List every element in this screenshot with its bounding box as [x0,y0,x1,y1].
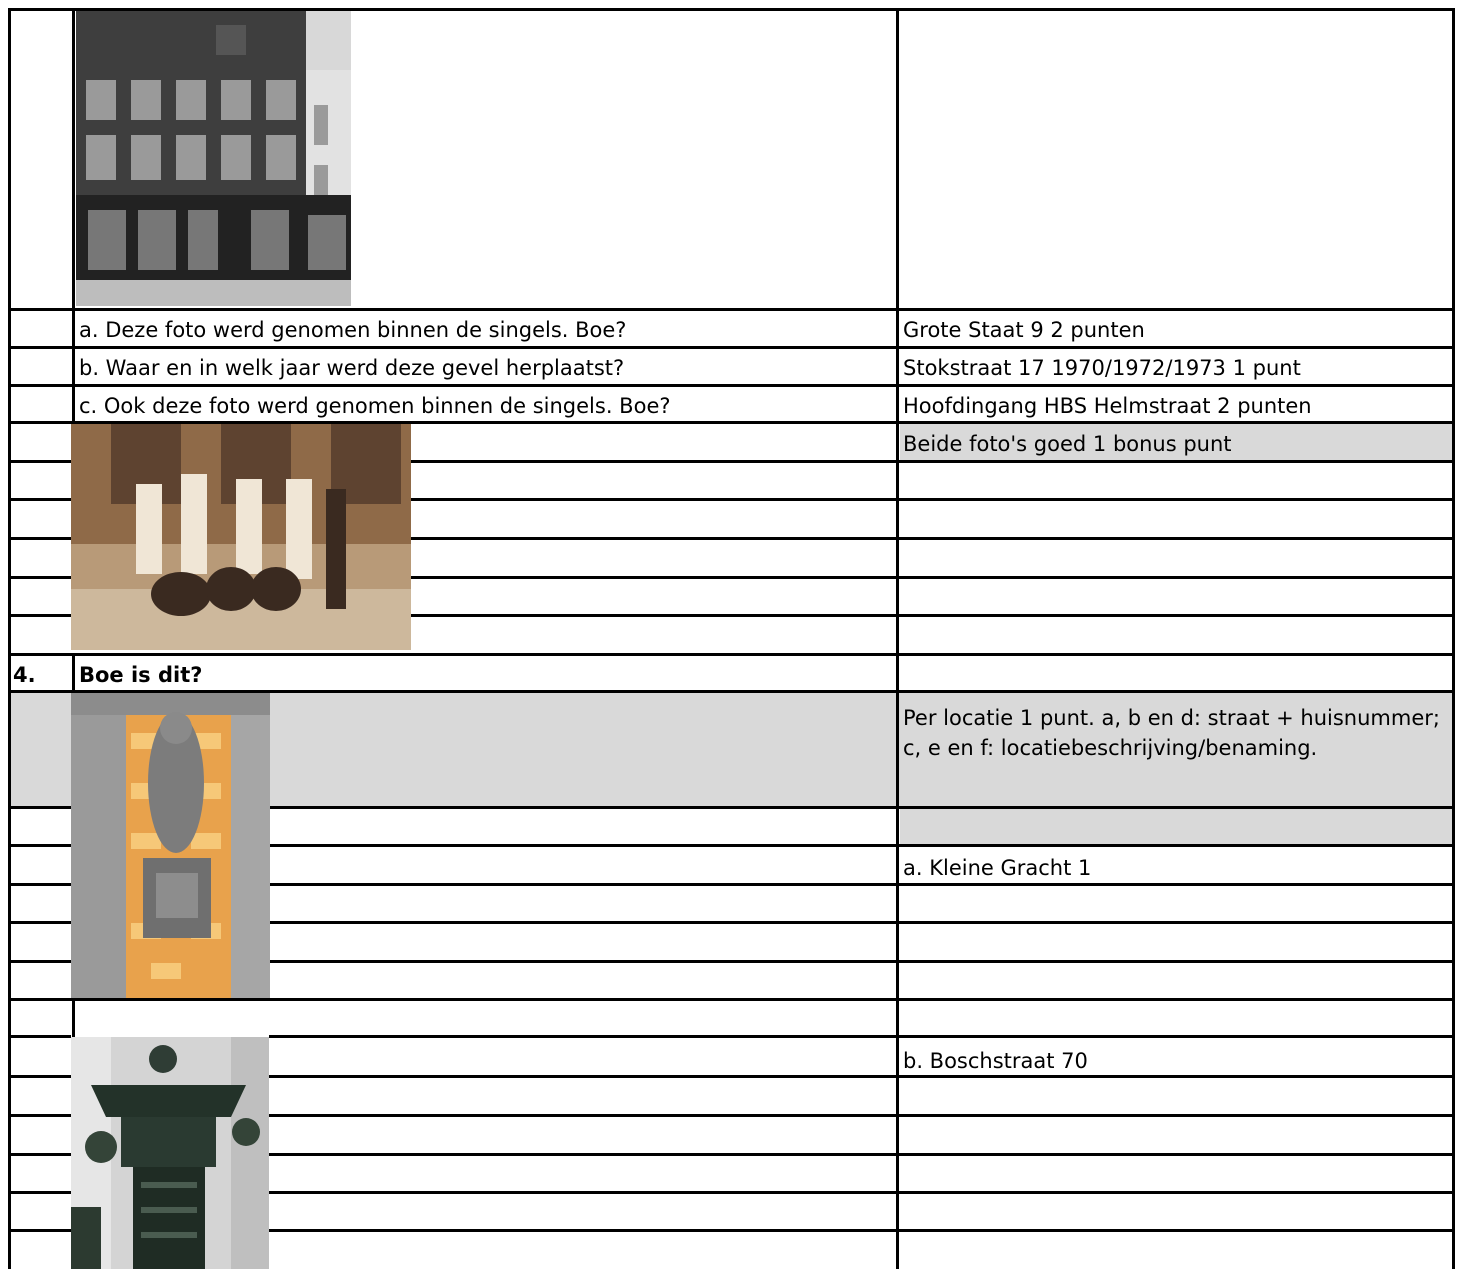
grid-line [8,1075,71,1078]
grid-line [8,498,71,501]
grid-line [269,1191,1455,1194]
grid-line [8,921,71,924]
grid-line [8,537,71,540]
grid-line [8,1035,71,1038]
grid-line [8,653,1455,656]
stone-eagle-sculpture-photo [71,693,270,1000]
grid-line [8,806,71,809]
question-3a[interactable]: a. Deze foto werd genomen binnen de singels. Boe? [79,318,627,342]
grid-line [8,883,71,886]
grid-line [411,537,1455,540]
grid-line [269,1229,1455,1232]
grid-line [411,498,1455,501]
grid-line [8,1191,71,1194]
grid-line [8,1153,71,1156]
answer-3a[interactable]: Grote Staat 9 2 punten [903,318,1145,342]
grid-line [269,1075,1455,1078]
question-4-scoring-note[interactable]: Per locatie 1 punt. a, b en d: straat + huisnummer; c, e en f: locatiebeschrijving/benaming. [903,706,1440,760]
grid-line [8,614,71,617]
grid-line [72,655,75,693]
grid-line [8,460,71,463]
grid-line [269,1035,1455,1038]
grid-line [270,960,1455,963]
grid-line [8,690,1455,693]
grid-line [8,308,1455,311]
ornate-column-capital-photo [71,1037,269,1269]
grid-line [8,384,1455,387]
grid-line [411,614,1455,617]
question-4-number[interactable]: 4. [13,663,36,687]
answer-4b[interactable]: b. Boschstraat 70 [903,1049,1088,1073]
grid-line [8,346,1455,349]
question-3b[interactable]: b. Waar en in welk jaar werd deze gevel herplaatst? [79,356,625,380]
grid-line [8,998,1455,1001]
grid-line [8,8,11,1269]
grid-line [72,8,75,310]
grid-line [72,1000,75,1037]
grid-line [270,921,1455,924]
grid-line [8,421,1455,424]
grid-line [270,883,1455,886]
grid-line [8,960,71,963]
grid-line [411,460,1455,463]
grid-line [270,844,1455,847]
bonus-answer[interactable]: Beide foto's goed 1 bonus punt [903,432,1232,456]
question-4-title[interactable]: Boe is dit? [79,663,203,687]
grid-line [72,310,75,424]
grid-line [1452,8,1455,1269]
grid-line [8,844,71,847]
grid-line [269,1153,1455,1156]
grid-line [8,1229,71,1232]
answer-4a[interactable]: a. Kleine Gracht 1 [903,856,1092,880]
answer-3c[interactable]: Hoofdingang HBS Helmstraat 2 punten [903,394,1312,418]
grid-line [8,576,71,579]
group-of-girls-on-steps-photo [71,424,411,650]
historic-storefront-photo [76,10,351,306]
answer-3b[interactable]: Stokstraat 17 1970/1972/1973 1 punt [903,356,1301,380]
grid-line [8,1114,71,1117]
grid-line [411,576,1455,579]
question-3c[interactable]: c. Ook deze foto werd genomen binnen de singels. Boe? [79,394,671,418]
grid-line [8,8,1455,11]
shaded-cell-q4-empty [900,809,1454,846]
grid-line [896,8,899,1269]
grid-line [270,806,1455,809]
grid-line [269,1114,1455,1117]
